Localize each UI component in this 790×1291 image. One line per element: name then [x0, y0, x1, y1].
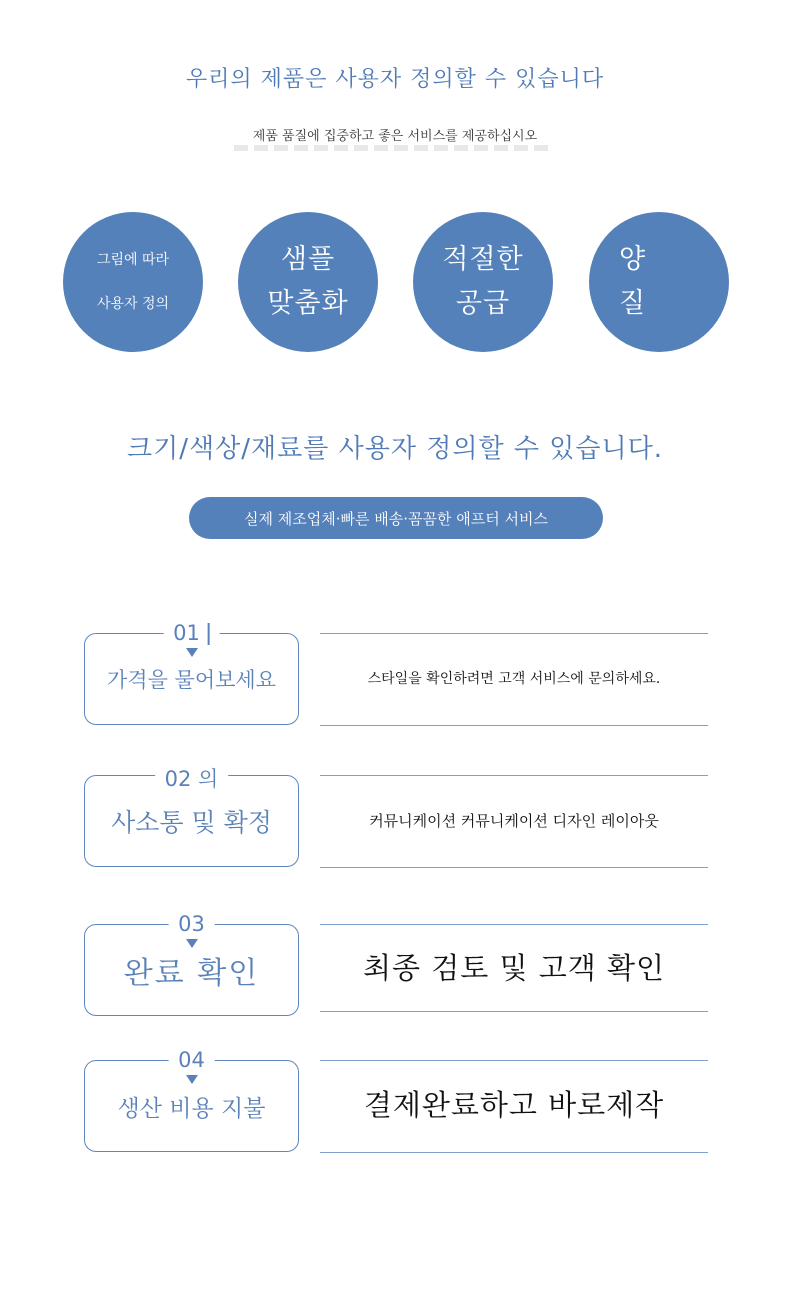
divider — [320, 725, 708, 726]
feature-line2: 질 — [619, 288, 647, 319]
arrow-down-icon — [186, 648, 198, 657]
feature-line2: 사용자 정의 — [96, 296, 170, 312]
step-box-3 — [84, 912, 299, 1016]
step-box-4 — [84, 1048, 299, 1152]
feature-line1: 적절한 — [442, 244, 524, 275]
feature-circle-sample — [238, 212, 378, 352]
step-description: 스타일을 확인하려면 고객 서비스에 문의하세요. — [367, 671, 661, 687]
step-description: 결제완료하고 바로제작 — [363, 1088, 665, 1122]
arrow-down-icon — [186, 1075, 198, 1084]
step-number: 02 의 — [155, 763, 229, 793]
page-subtitle: 제품 품질에 집중하고 좋은 서비스를 제공하십시오 — [252, 129, 538, 144]
step-box-1 — [84, 621, 299, 725]
divider — [320, 1060, 708, 1061]
feature-line2: 맞춤화 — [267, 288, 349, 319]
step-label: 생산 비용 지불 — [117, 1095, 266, 1122]
feature-circle-custom-drawing — [63, 212, 203, 352]
divider — [320, 867, 708, 868]
step-number: 04 — [168, 1048, 215, 1072]
divider — [320, 633, 708, 634]
faded-text-decoration — [234, 145, 554, 151]
step-box-2 — [84, 767, 299, 867]
arrow-down-icon — [186, 939, 198, 948]
divider — [320, 775, 708, 776]
customize-headline: 크기/색상/재료를 사용자 정의할 수 있습니다. — [127, 434, 663, 464]
step-description: 최종 검토 및 고객 확인 — [363, 951, 665, 985]
feature-line2: 공급 — [455, 288, 511, 319]
step-description: 커뮤니케이션 커뮤니케이션 디자인 레이아웃 — [369, 812, 659, 830]
page-title: 우리의 제품은 사용자 정의할 수 있습니다 — [185, 67, 605, 92]
divider — [320, 1011, 708, 1012]
step-label: 완료 확인 — [123, 956, 260, 991]
step-label: 사소통 및 확정 — [111, 808, 272, 837]
feature-circle-supply — [413, 212, 553, 352]
divider — [320, 924, 708, 925]
step-label: 가격을 물어보세요 — [107, 668, 276, 692]
service-pill: 실제 제조업체·빠른 배송·꼼꼼한 애프터 서비스 — [189, 497, 603, 539]
divider — [320, 1152, 708, 1153]
feature-line1: 샘플 — [280, 244, 336, 275]
feature-circle-quality — [589, 212, 729, 352]
feature-line1: 그림에 따라 — [96, 252, 170, 268]
step-number: 01 — [163, 621, 220, 645]
feature-line1: 양 — [619, 244, 647, 275]
step-number: 03 — [168, 912, 215, 936]
